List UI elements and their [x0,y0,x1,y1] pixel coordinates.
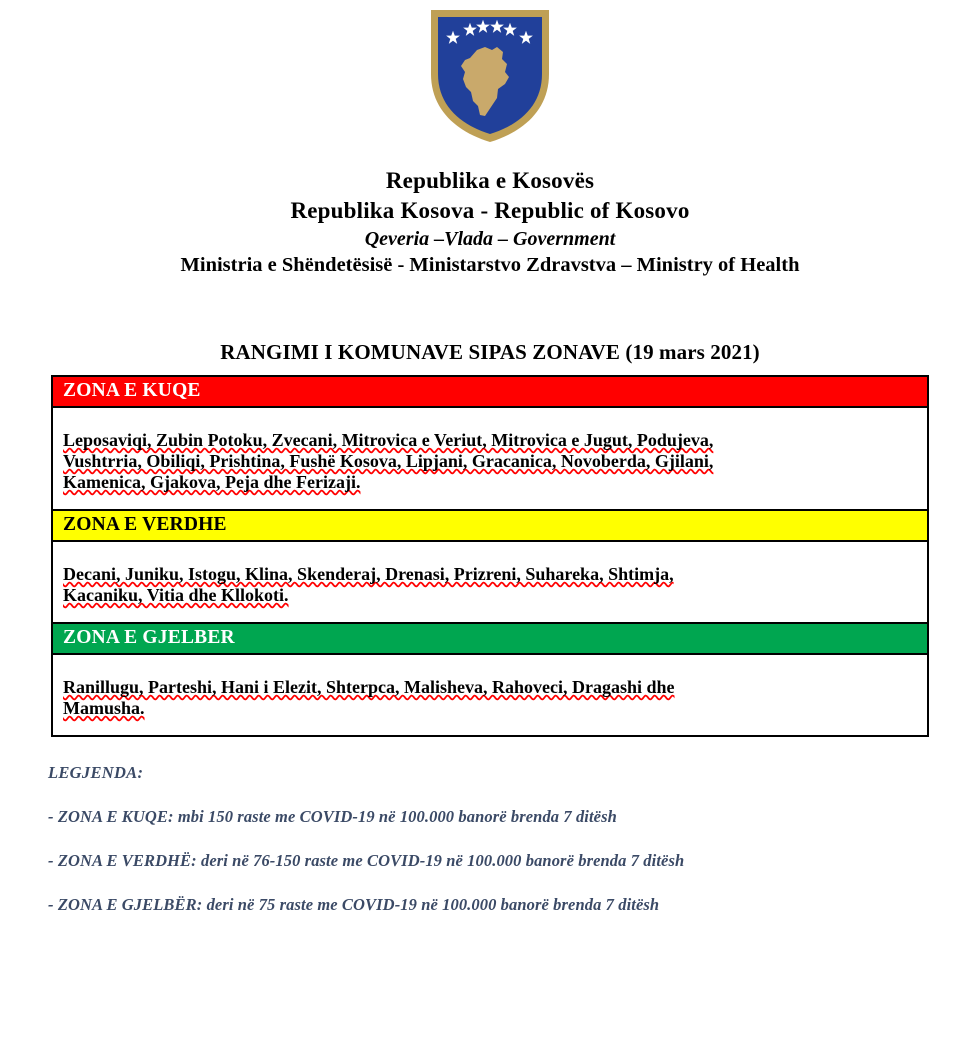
zone-line-text: Kamenica, Gjakova, Peja dhe Ferizaji. [63,472,361,493]
zone-line [63,698,917,719]
kosovo-coat-of-arms-icon [425,6,555,146]
header-line-government: Qeveria –Vlada – Government [364,227,616,250]
header-line-republika-kosoves: Republika e Kosovës [385,168,595,193]
zone-line-text: Mamusha. [63,698,145,719]
zone-line-text: Leposaviqi, Zubin Potoku, Zvecani, Mitrovica e Veriut, Mitrovica e Jugut, Podujeva, [63,430,714,451]
legend-item-yellow: - ZONA E VERDHË: deri në 76-150 raste me COVID-19 në 100.000 banorë brenda 7 ditësh [48,851,685,871]
zone-line [63,430,917,451]
zone-header-label-red: ZONA E KUQE [63,380,201,402]
zone-table-body [52,376,928,736]
zone-line [63,451,917,472]
zone-line [63,585,917,606]
table-row [52,510,928,541]
zone-header-yellow [52,510,928,541]
zone-body-green [52,654,928,736]
header-line-ministry-of-health: Ministria e Shëndetësisë - Ministarstvo Zdravstva – Ministry of Health [180,253,800,276]
legend-title: LEGJENDA: [48,763,144,783]
zone-line [63,564,917,585]
zone-line [63,677,917,698]
zone-header-red [52,376,928,407]
legend-item-red: - ZONA E KUQE: mbi 150 raste me COVID-19 në 100.000 banorë brenda 7 ditësh [48,807,617,827]
zone-line-text: Ranillugu, Parteshi, Hani i Elezit, Shterpca, Malisheva, Rahoveci, Dragashi dhe [63,677,675,698]
zone-line-text: Vushtrria, Obiliqi, Prishtina, Fushë Kosova, Lipjani, Gracanica, Novoberda, Gjilani, [63,451,714,472]
header-line-republic-of-kosovo: Republika Kosova - Republic of Kosovo [290,197,690,223]
zone-header-green [52,623,928,654]
zone-body-red [52,407,928,510]
legend-section [48,763,980,915]
government-header [0,166,980,278]
table-row [52,654,928,736]
table-row [52,407,928,510]
table-row [52,541,928,623]
emblem-container [0,0,980,150]
legend-item-green: - ZONA E GJELBËR: deri në 75 raste me COVID-19 në 100.000 banorë brenda 7 ditësh [48,895,660,915]
zone-body-yellow [52,541,928,623]
table-row [52,623,928,654]
zone-line-text: Decani, Juniku, Istogu, Klina, Skenderaj, Drenasi, Prizreni, Suhareka, Shtimja, [63,564,674,585]
zone-line-text: Kacaniku, Vitia dhe Kllokoti. [63,585,289,606]
table-row [52,376,928,407]
page-title: RANGIMI I KOMUNAVE SIPAS ZONAVE (19 mars 2021) [220,340,760,365]
zone-line [63,472,917,493]
zone-header-label-yellow: ZONA E VERDHE [63,514,227,536]
zone-header-label-green: ZONA E GJELBER [63,627,235,649]
zone-ranking-table [51,375,929,737]
